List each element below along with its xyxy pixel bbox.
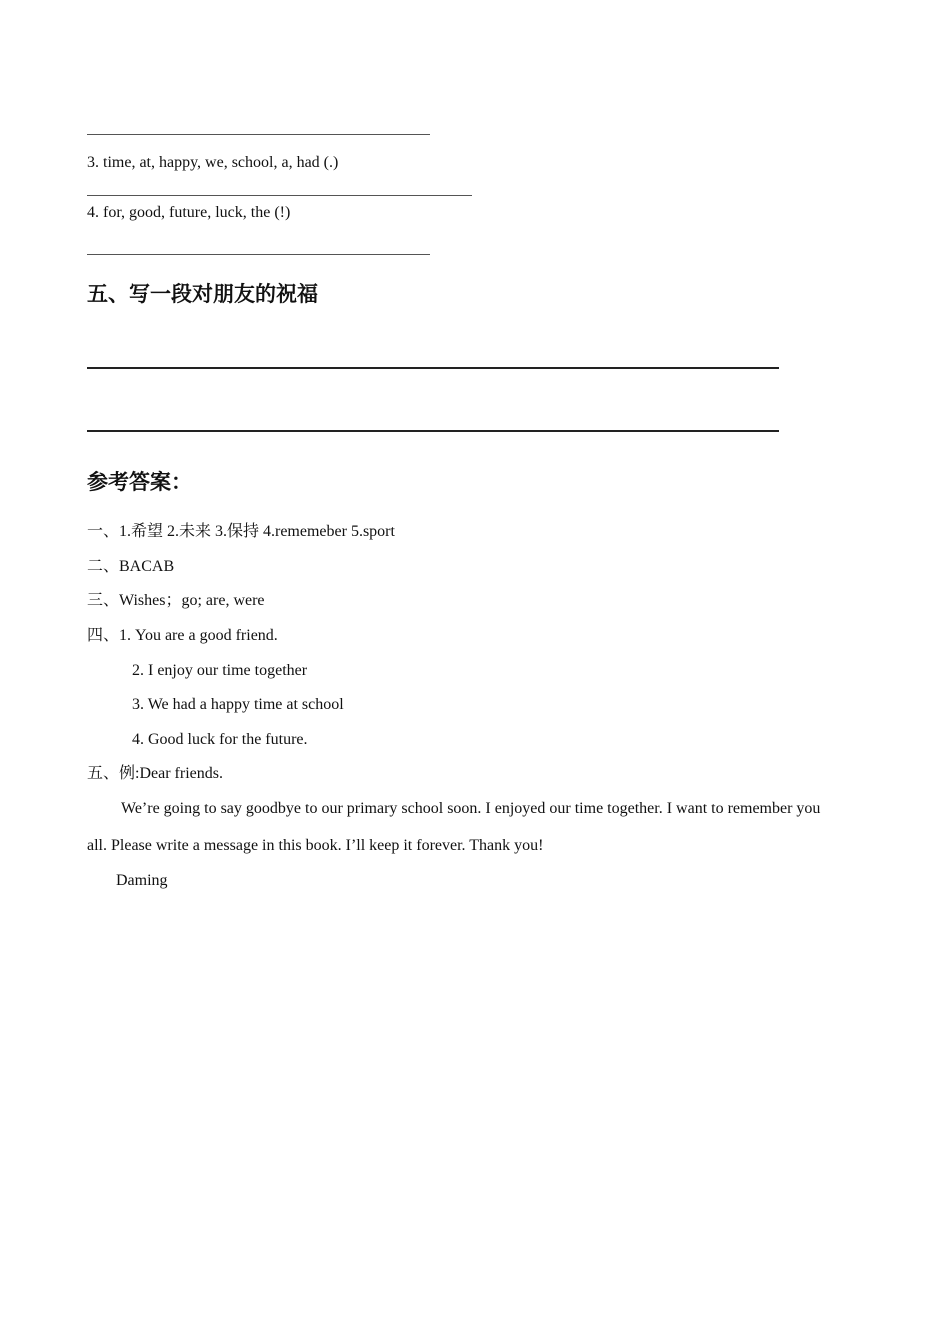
answers-title: 参考答案： [87,470,192,494]
answer-line-q4 [87,254,430,255]
answer-part-4-item-4: 4. Good luck for the future. [132,731,308,748]
answer-part-4-item-1: 四、1. You are a good friend. [87,627,278,644]
answer-part-5-body-line-2: all. Please write a message in this book. I’ll keep it forever. Thank you! [87,837,544,854]
answer-part-5-signature: Daming [116,872,168,889]
question-3: 3. time, at, happy, we, school, a, had (.) [87,154,339,171]
writing-line-1 [87,367,779,369]
answer-line-q2 [87,134,430,135]
answer-part-2: 二、BACAB [87,558,175,575]
answer-part-3: 三、Wishes；go; are, were [87,592,265,609]
section-five-title: 五、写一段对朋友的祝福 [87,282,318,306]
answer-line-q3 [87,195,472,196]
answer-part-5-body-line-1: We’re going to say goodbye to our primary school soon. I enjoyed our time together. I want to remember you [121,800,821,817]
writing-line-2 [87,430,779,432]
answer-part-1: 一、1.希望 2.未来 3.保持 4.rememeber 5.sport [87,523,395,540]
question-4: 4. for, good, future, luck, the (!) [87,204,291,221]
answer-part-4-item-3: 3. We had a happy time at school [132,696,344,713]
answer-part-5-intro: 五、例:Dear friends. [87,765,223,782]
answer-part-4-item-2: 2. I enjoy our time together [132,662,308,679]
